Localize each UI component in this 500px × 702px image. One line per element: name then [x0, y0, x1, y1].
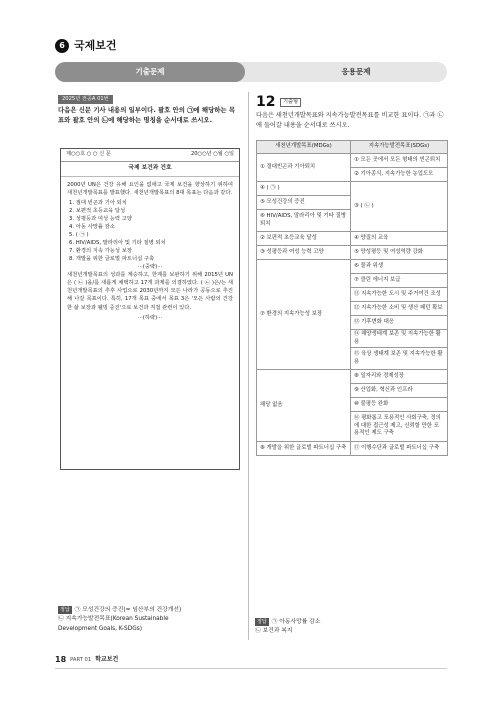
- table-cell: ⑦ 환경의 지속가능성 보장: [257, 260, 351, 370]
- answer-line: ㉡ 지속가능발전목표(Korean Sustainable: [58, 616, 169, 623]
- answer-badge: 정답: [60, 607, 70, 613]
- mdg-item: 2. 보편적 초등교육 달성: [69, 207, 126, 214]
- table-cell: ① 모든 곳에서 모든 형태의 빈곤퇴치: [351, 154, 448, 168]
- table-cell: ⑰ 이행수단과 글로벌 파트너십 구축: [351, 442, 448, 456]
- table-cell: ⑥ 물과 위생: [351, 260, 448, 274]
- table-cell: ③ ( ㉡ ): [351, 182, 448, 232]
- table-cell: ⑩ 불평등 완화: [351, 398, 448, 412]
- table-cell: ⑤ 모성건강의 증진: [257, 196, 351, 210]
- footer-title: 학교보건: [95, 656, 119, 664]
- newspaper-article: [60, 148, 240, 470]
- table-cell: ⑭ 해양생태계 보존 및 지속가능한 활용: [351, 330, 448, 348]
- table-header: 지속가능발전목표(SDGs): [351, 141, 448, 154]
- answer-badge: 정답: [257, 619, 267, 625]
- article-date: 20○○년 ○월 ○일: [190, 151, 234, 158]
- page-footer: [55, 655, 118, 666]
- article-paragraph: 새천년개발목표의 성과를 계승하고, 한계를 보완하기 위해 2015년 UN은 ( ㉡ )을/를 새롭게 채택하고 17개 과제를 의결하였다. ( ㉡ )은/는 새천년개발목표의 추후 사업으로 2030년까지 모든 나라가 공동으로 추진해 나갈 목표이다. 특히, 17개 목표 중에서 목표 3은 '모든 사람의 건강한 삶 보장과 웰빙 증진'으로 보건과 직접 관련이 있다.: [67, 272, 233, 311]
- table-cell: ⑯ 평화롭고 포용적인 사회구축, 정의에 대한 접근성 제고, 신뢰할 만한 포용적인 제도 구축: [351, 412, 448, 442]
- table-cell: ⑮ 육상 생태계 보존 및 지속가능한 활용: [351, 348, 448, 370]
- table-cell: ④ ( ㉠ ): [257, 182, 351, 196]
- table-cell: ⑨ 산업화, 혁신과 인프라: [351, 384, 448, 398]
- table-cell: ⑧ 개발을 위한 글로벌 파트너십 구축: [257, 442, 351, 456]
- question-number: 12: [256, 94, 276, 110]
- article-intro: 2000년 UN은 건강 유해 요인을 없애고 국제 보건을 향상하기 위하여 새천년개발목표를 발표했다. 새천년개발목표의 8대 목표는 다음과 같다.: [67, 181, 233, 196]
- article-title: 국제 보건과 건호: [61, 162, 239, 177]
- answer-line: ㉠ 모성건강의 증진(= 임산부의 건강개선): [74, 607, 182, 613]
- table-cell: ⑧ 일자리와 경제성장: [351, 370, 448, 384]
- answer-line: Development Goals, K-SDGs): [58, 625, 142, 632]
- article-omission-mid: ···(중략)···: [137, 264, 163, 271]
- tab-bar: [55, 62, 447, 82]
- mdg-item: 6. HIV/AIDS, 말라리아 및 기타 질병 퇴치: [69, 240, 166, 247]
- mdg-item: 5. ( ㉠ ): [69, 232, 89, 239]
- tab-past-exam[interactable]: 기출문제: [55, 62, 245, 82]
- answer-right: [255, 618, 447, 637]
- article-omission-end: ···(하략)···: [137, 314, 163, 321]
- section-title: 국제보건: [74, 38, 117, 52]
- table-cell: ② 기아종식, 지속가능한 농업도모: [351, 168, 448, 182]
- mdg-item: 1. 절대 빈곤과 기아 퇴치: [69, 199, 127, 206]
- mdg-item: 8. 개발을 위한 글로벌 파트너십 구축: [69, 256, 155, 263]
- page-number: 18: [55, 655, 67, 664]
- article-issue: 제○○호 ○ ○ 신 문: [66, 151, 111, 158]
- table-cell: ⑦ 클린 에너지 보급: [351, 274, 448, 288]
- table-cell: ⑥ HIV/AIDS, 말라리아 및 기타 질병 퇴치: [257, 210, 351, 232]
- table-cell: ④ 양질의 교육: [351, 232, 448, 246]
- question-type-badge: 기출형: [280, 98, 301, 107]
- exam-badge: 2025년 전공A 01번: [58, 95, 113, 104]
- question-text-right: 다음은 새천년개발목표와 지속가능발전목표를 비교한 표이다. ㉠과 ㉡에 들어갈 내용을 순서대로 쓰시오.: [256, 112, 444, 129]
- footer-part: PART 01: [70, 656, 92, 663]
- mdg-item: 3. 성평등과 여성 능력 고양: [69, 216, 132, 222]
- section-number: 6: [55, 39, 69, 53]
- table-cell: ⑤ 양성평등 및 여성역량 강화: [351, 246, 448, 260]
- mdg-item: 4. 아동 사망률 감소: [69, 224, 115, 231]
- table-header: 새천년개발목표(MDGs): [257, 141, 351, 154]
- tab-applied[interactable]: 응용문제: [341, 66, 371, 76]
- table-cell: ① 절대빈곤과 기아퇴치: [257, 154, 351, 182]
- mdg-item: 7. 환경의 지속 가능성 보장: [69, 248, 132, 255]
- mdg-sdg-table: [256, 140, 448, 456]
- answer-line: ㉡ 보건과 복지: [255, 628, 293, 635]
- table-cell: ⑪ 지속가능한 도시 및 주거여건 조성: [351, 288, 448, 302]
- answer-line: ㉠ 아동사망률 감소: [271, 619, 321, 625]
- table-cell: ② 보편적 초등교육 달성: [257, 232, 351, 246]
- column-divider: [248, 92, 249, 640]
- answer-left: [58, 606, 240, 634]
- table-cell: ③ 성평등과 여성 능력 고양: [257, 246, 351, 260]
- table-cell: 해당 없음: [257, 370, 351, 442]
- table-cell: ⑫ 지속가능한 소비 및 생산 패턴 확보: [351, 302, 448, 316]
- article-body: [61, 177, 239, 326]
- footer-rule: [55, 668, 447, 669]
- section-header: [55, 38, 117, 54]
- table-cell: ⑬ 기후변화 대응: [351, 316, 448, 330]
- article-header: [61, 149, 239, 162]
- question-text-left: 다음은 신문 기사 내용의 일부이다. 괄호 안의 ㉠에 해당하는 목표와 괄호 안의 ㉡에 해당하는 명칭을 순서대로 쓰시오.: [58, 106, 236, 124]
